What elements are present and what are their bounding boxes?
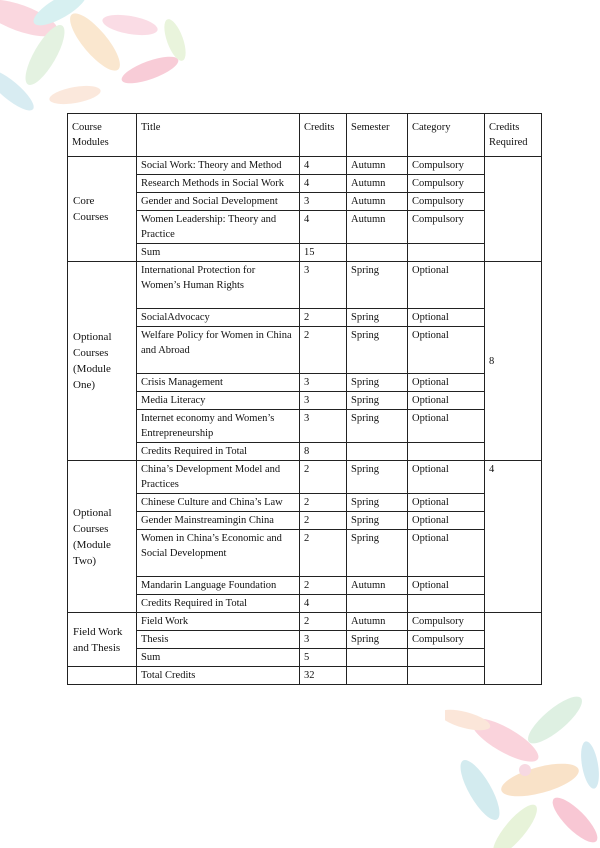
course-semester: Autumn	[347, 577, 408, 595]
total-row	[68, 595, 542, 613]
table-row	[68, 211, 542, 244]
course-category: Optional	[408, 262, 485, 309]
table-header-row	[68, 114, 542, 157]
course-category: Optional	[408, 327, 485, 374]
course-credits: 2	[300, 512, 347, 530]
field-credits-required	[485, 613, 542, 685]
course-title: Mandarin Language Foundation	[137, 577, 300, 595]
course-category: Compulsory	[408, 157, 485, 175]
course-title: Field Work	[137, 613, 300, 631]
table-row	[68, 327, 542, 374]
table-row	[68, 461, 542, 494]
total-row	[68, 443, 542, 461]
module-field-work: Field Work and Thesis	[68, 613, 137, 667]
table-row	[68, 494, 542, 512]
total-label: Credits Required in Total	[137, 595, 300, 613]
grand-total-value: 32	[300, 667, 347, 685]
table-row	[68, 410, 542, 443]
table-row	[68, 157, 542, 175]
header-credits: Credits	[300, 114, 347, 157]
course-category: Optional	[408, 410, 485, 443]
course-semester: Spring	[347, 392, 408, 410]
course-title: Thesis	[137, 631, 300, 649]
course-semester: Autumn	[347, 157, 408, 175]
table-row	[68, 577, 542, 595]
table-row	[68, 631, 542, 649]
total-value: 4	[300, 595, 347, 613]
course-credits: 2	[300, 461, 347, 494]
table-row	[68, 193, 542, 211]
course-category: Compulsory	[408, 193, 485, 211]
course-title: Crisis Management	[137, 374, 300, 392]
course-title: Women Leadership: Theory and Practice	[137, 211, 300, 244]
floral-decoration-bottom-right	[445, 680, 600, 848]
header-credits-required: Credits Required	[485, 114, 542, 157]
sum-row	[68, 244, 542, 262]
header-category: Category	[408, 114, 485, 157]
empty-cell	[347, 667, 408, 685]
course-semester: Autumn	[347, 211, 408, 244]
course-semester: Autumn	[347, 613, 408, 631]
course-semester: Spring	[347, 631, 408, 649]
table-row	[68, 262, 542, 309]
course-category: Compulsory	[408, 631, 485, 649]
header-semester: Semester	[347, 114, 408, 157]
course-credits: 3	[300, 631, 347, 649]
course-credits: 2	[300, 494, 347, 512]
course-category: Optional	[408, 512, 485, 530]
course-semester: Spring	[347, 512, 408, 530]
header-title: Title	[137, 114, 300, 157]
module-optional-one: Optional Courses (Module One)	[68, 262, 137, 461]
course-title: International Protection for Women’s Human Rights	[137, 262, 300, 309]
table-row	[68, 392, 542, 410]
empty-cell	[68, 667, 137, 685]
course-credits: 2	[300, 309, 347, 327]
course-credits: 3	[300, 410, 347, 443]
total-value: 8	[300, 443, 347, 461]
course-credits: 3	[300, 392, 347, 410]
course-semester: Spring	[347, 374, 408, 392]
empty-cell	[408, 595, 485, 613]
course-semester: Spring	[347, 410, 408, 443]
course-title: Research Methods in Social Work	[137, 175, 300, 193]
table-row	[68, 530, 542, 577]
course-semester: Autumn	[347, 175, 408, 193]
empty-cell	[347, 649, 408, 667]
grand-total-label: Total Credits	[137, 667, 300, 685]
course-category: Optional	[408, 494, 485, 512]
course-credits: 2	[300, 577, 347, 595]
grand-total-row	[68, 667, 542, 685]
course-title: SocialAdvocacy	[137, 309, 300, 327]
course-credits: 3	[300, 193, 347, 211]
total-label: Credits Required in Total	[137, 443, 300, 461]
empty-cell	[408, 649, 485, 667]
table-row	[68, 512, 542, 530]
empty-cell	[347, 595, 408, 613]
header-course-modules: Course Modules	[68, 114, 137, 157]
course-credits: 2	[300, 327, 347, 374]
course-category: Optional	[408, 577, 485, 595]
course-category: Compulsory	[408, 175, 485, 193]
opt2-credits-required: 4	[485, 461, 542, 613]
empty-cell	[408, 244, 485, 262]
course-semester: Spring	[347, 309, 408, 327]
course-category: Optional	[408, 461, 485, 494]
course-credits: 3	[300, 262, 347, 309]
sum-value: 15	[300, 244, 347, 262]
course-credits: 2	[300, 613, 347, 631]
opt1-credits-required: 8	[485, 262, 542, 461]
course-semester: Autumn	[347, 193, 408, 211]
course-category: Optional	[408, 309, 485, 327]
course-category: Compulsory	[408, 613, 485, 631]
course-credits: 2	[300, 530, 347, 577]
course-category: Optional	[408, 392, 485, 410]
course-title: Women in China’s Economic and Social Development	[137, 530, 300, 577]
sum-value: 5	[300, 649, 347, 667]
sum-row	[68, 649, 542, 667]
floral-decoration-top-left	[0, 0, 200, 112]
empty-cell	[347, 244, 408, 262]
course-credits: 4	[300, 175, 347, 193]
course-semester: Spring	[347, 262, 408, 309]
table-row	[68, 613, 542, 631]
core-credits-required	[485, 157, 542, 262]
course-title: Social Work: Theory and Method	[137, 157, 300, 175]
course-title: Internet economy and Women’s Entrepreneurship	[137, 410, 300, 443]
empty-cell	[347, 443, 408, 461]
course-title: Chinese Culture and China’s Law	[137, 494, 300, 512]
course-semester: Spring	[347, 461, 408, 494]
course-credits: 4	[300, 157, 347, 175]
empty-cell	[408, 667, 485, 685]
course-category: Compulsory	[408, 211, 485, 244]
course-title: Gender and Social Development	[137, 193, 300, 211]
course-title: China’s Development Model and Practices	[137, 461, 300, 494]
course-semester: Spring	[347, 494, 408, 512]
course-category: Optional	[408, 374, 485, 392]
course-category: Optional	[408, 530, 485, 577]
course-credits: 4	[300, 211, 347, 244]
course-credits: 3	[300, 374, 347, 392]
course-title: Gender Mainstreamingin China	[137, 512, 300, 530]
course-title: Media Literacy	[137, 392, 300, 410]
module-optional-two: Optional Courses (Module Two)	[68, 461, 137, 613]
course-semester: Spring	[347, 530, 408, 577]
sum-label: Sum	[137, 244, 300, 262]
empty-cell	[408, 443, 485, 461]
sum-label: Sum	[137, 649, 300, 667]
course-title: Welfare Policy for Women in China and Abroad	[137, 327, 300, 374]
table-row	[68, 309, 542, 327]
table-row	[68, 374, 542, 392]
course-table	[67, 113, 542, 685]
course-semester: Spring	[347, 327, 408, 374]
module-core-courses: Core Courses	[68, 157, 137, 262]
table-row	[68, 175, 542, 193]
